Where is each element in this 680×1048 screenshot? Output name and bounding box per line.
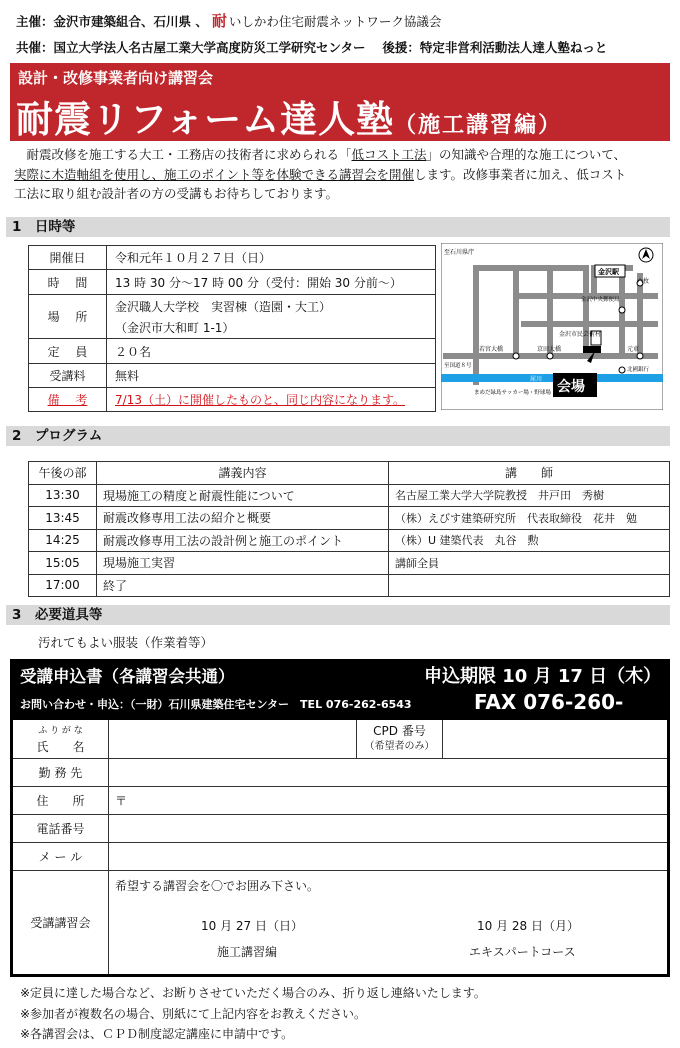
program-lecturer: 講師全員 (389, 552, 670, 575)
table-row (29, 246, 436, 270)
schedule-label: 定 員 (29, 339, 107, 364)
venue-address: （金沢市大和町 1-1） (115, 320, 235, 335)
form-row-name (12, 719, 669, 759)
address-field[interactable] (109, 787, 669, 815)
program-header-content: 講義内容 (97, 462, 389, 485)
section-tools-heading: 3 必要道具等 (6, 605, 670, 625)
map-road (513, 271, 519, 359)
phone-field[interactable] (109, 815, 669, 843)
map-label-museum: 金沢市民芸術村 (559, 331, 602, 338)
schedule-value: 13 時 30 分～17 時 00 分（受付：開始 30 分前～） (107, 270, 436, 295)
program-time: 15:05 (29, 552, 97, 575)
course1-name[interactable]: 施工講習編 (217, 945, 278, 959)
map-road (473, 265, 583, 271)
program-content: 現場施工の精度と耐震性能について (97, 484, 389, 507)
table-header-row (29, 462, 670, 485)
course-instruction: 希望する講習会を〇でお囲み下さい。 (115, 879, 320, 893)
venue-map (441, 243, 663, 410)
venue-name: 金沢職人大学校 実習棟（造園・大工） (115, 299, 332, 314)
email-field[interactable] (109, 843, 669, 871)
map-label-venue: 会場 (557, 379, 585, 395)
program-lecturer (389, 574, 670, 597)
footnote: ※各講習会は、ＣＰＤ制度認定講座に申請中です。 (20, 1027, 294, 1041)
footnote: ※参加者が複数名の場合、別紙にて上記内容をお教えください。 (20, 1006, 367, 1021)
map-label-river: 犀川 (530, 376, 543, 383)
banner-subtitle: 設計・改修事業者向け講習会 (18, 69, 214, 87)
network-logo-icon: 耐 (211, 12, 227, 30)
schedule-value (107, 388, 436, 412)
program-content: 現場施工実習 (97, 552, 389, 575)
banner-title-sub: （施工講習編） (394, 113, 563, 138)
application-form (10, 717, 670, 977)
map-label-post: 金沢中央郵便局 (581, 297, 620, 303)
map-label-route: 至石川県庁 (444, 249, 475, 256)
organizer-text: 主催：金沢市建築組合、石川県 、 (16, 14, 208, 29)
table-row (29, 388, 436, 412)
table-row (29, 339, 436, 364)
program-table (28, 461, 670, 597)
network-name: いしかわ住宅耐震ネットワーク協議会 (228, 14, 442, 29)
map-label-sports: まめだ緑島サッカー場・野球場 (474, 390, 551, 396)
work-field[interactable] (109, 759, 669, 787)
program-lecturer: （株）U 建築代表 丸谷 勲 (389, 529, 670, 552)
intro-text: 耐震改修を施工する大工・工務店の技術者に求められる「 (26, 147, 352, 162)
form-row-email (12, 843, 669, 871)
map-venue-building (583, 346, 601, 353)
program-header-time: 午後の部 (29, 462, 97, 485)
form-row-course (12, 871, 669, 976)
table-row (29, 484, 670, 507)
course2-name[interactable]: エキスパートコース (469, 945, 576, 959)
map-junction (619, 367, 625, 373)
form-row-work (12, 759, 669, 787)
intro-text: 」の知識や合理的な施工について、 (426, 147, 627, 162)
schedule-value: ２０名 (107, 339, 436, 364)
course1-date[interactable]: 10 月 27 日（日） (201, 919, 303, 933)
program-time: 13:45 (29, 507, 97, 530)
schedule-label (29, 388, 107, 412)
address-label: 住 所 (12, 787, 109, 815)
cpd-field[interactable] (443, 719, 669, 759)
intro-text: 工法に取り組む設計者の方の受講もお待ちしております。 (14, 186, 339, 201)
name-field[interactable] (109, 719, 357, 759)
map-road (619, 273, 625, 359)
footnotes (20, 983, 486, 1045)
schedule-value: 令和元年１０月２７日（日） (107, 246, 436, 270)
map-junction (619, 307, 625, 313)
program-time: 13:30 (29, 484, 97, 507)
section-program-heading: 2 プログラム (6, 426, 670, 446)
map-label-kyoden: 京田大橋 (537, 346, 562, 353)
program-content: 終了 (97, 574, 389, 597)
program-content: 耐震改修専用工法の設計例と施工のポイント (97, 529, 389, 552)
cpd-note: （希望者のみ） (364, 741, 435, 752)
form-row-phone (12, 815, 669, 843)
email-label: メ ー ル (12, 843, 109, 871)
remark-label: 備 考 (47, 393, 88, 407)
intro-underline: 実際に木造軸組を使用し、施工のポイント等を体験できる講習会を開催 (14, 166, 415, 182)
form-deadline: 申込期限 10 月 17 日（木） (424, 666, 662, 687)
schedule-label: 開催日 (29, 246, 107, 270)
schedule-label: 場 所 (29, 295, 107, 339)
banner-title-main: 耐震リフォーム達人塾 (16, 98, 395, 141)
phone-label: 電話番号 (12, 815, 109, 843)
course2-date[interactable]: 10 月 28 日（月） (477, 919, 579, 933)
map-road (583, 265, 589, 359)
form-fax: FAX 076-260-8475 (474, 690, 624, 738)
course-label: 受講講習会 (12, 871, 109, 976)
map-junction (547, 353, 553, 359)
cpd-label-text: CPD 番号 (373, 724, 426, 738)
program-lecturer: 名古屋工業大学大学院教授 井戸田 秀樹 (389, 484, 670, 507)
program-content: 耐震改修専用工法の紹介と概要 (97, 507, 389, 530)
banner-title (16, 89, 562, 143)
intro-underline: 低コスト工法 (351, 147, 427, 162)
map-road (473, 265, 479, 385)
map-river (441, 374, 663, 382)
program-time: 17:00 (29, 574, 97, 597)
table-row (29, 529, 670, 552)
map-label-wakamiya: 若宮大橋 (479, 346, 504, 353)
program-lecturer: （株）えびす建築研究所 代表取締役 花井 勉 (389, 507, 670, 530)
section-schedule-heading: 1 日時等 (6, 217, 670, 237)
title-banner (10, 63, 670, 141)
map-label-rokumai: 六枚 (637, 278, 650, 285)
schedule-value: 無料 (107, 364, 436, 388)
schedule-table (28, 245, 436, 412)
map-junction (637, 353, 643, 359)
intro-text: します。改修事業者に加え、低コスト (414, 166, 627, 182)
table-row (29, 574, 670, 597)
program-header-lecturer: 講 師 (389, 462, 670, 485)
cosponsor-line: 共催：国立大学法人名古屋工業大学高度防災工学研究センター 後援：特定非営利活動法人達人塾ねっと (16, 40, 608, 55)
table-row (29, 507, 670, 530)
program-time: 14:25 (29, 529, 97, 552)
table-row (29, 364, 436, 388)
schedule-label: 時 間 (29, 270, 107, 295)
name-label (12, 719, 109, 759)
map-label-motoguruma: 元車 (627, 346, 640, 353)
schedule-value (107, 295, 436, 339)
form-row-address (12, 787, 669, 815)
work-label: 勤 務 先 (12, 759, 109, 787)
furigana-label: ふ り が な (38, 726, 83, 736)
tools-text: 汚れてもよい服装（作業着等） (38, 635, 214, 650)
remark-value: 7/13（土）に開催したものと、同じ内容になります。 (115, 393, 405, 407)
table-row (29, 270, 436, 295)
map-junction (513, 353, 519, 359)
intro-paragraph (14, 145, 670, 204)
table-row (29, 552, 670, 575)
organizer-line (16, 10, 441, 31)
form-contact: お問い合わせ・申込：（一財）石川県建築住宅センター TEL 076-262-6543 (20, 698, 412, 711)
schedule-label: 受講料 (29, 364, 107, 388)
map-label-route8: 至国道８号 (444, 363, 472, 369)
name-label-text: 氏 名 (36, 740, 85, 754)
map-label-bank: 北國銀行 (627, 367, 650, 373)
postal-mark: 〒 (115, 794, 128, 808)
form-title: 受講申込書（各講習会共通） (20, 667, 235, 686)
course-field (109, 871, 669, 976)
table-row (29, 295, 436, 339)
footnote: ※定員に達した場合など、お断りさせていただく場合のみ、折り返し連絡いたします。 (20, 986, 486, 1000)
map-label-station: 金沢駅 (598, 268, 619, 276)
cpd-label (357, 719, 443, 759)
